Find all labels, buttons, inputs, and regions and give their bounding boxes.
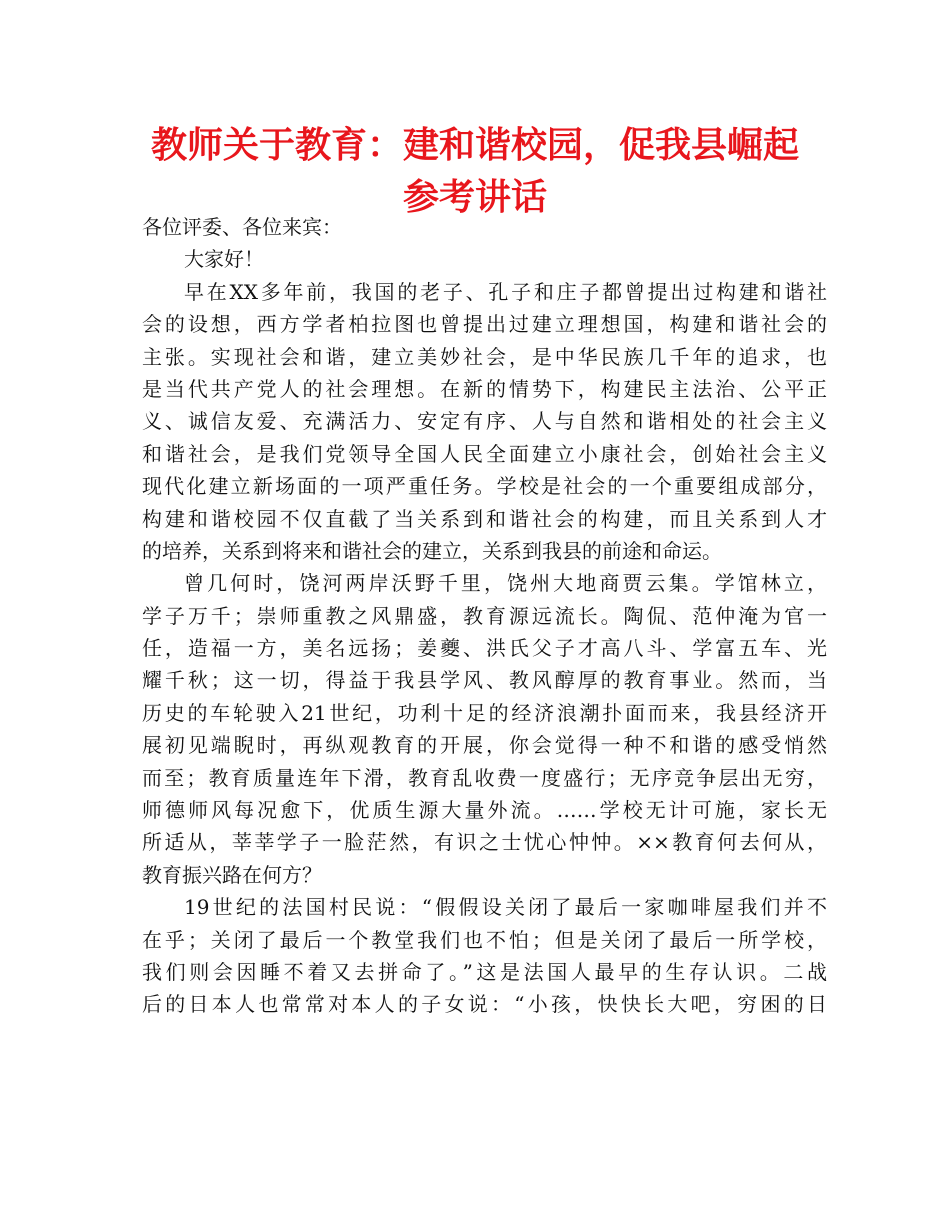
paragraph-line: 学子万千；崇师重教之风鼎盛，教育源远流长。陶侃、范仲淹为官一	[142, 603, 827, 628]
paragraph-2	[142, 567, 827, 891]
salutation: 各位评委、各位来宾：	[142, 215, 342, 239]
paragraph-line: 主张。实现社会和谐，建立美妙社会，是中华民族几千年的追求，也	[142, 344, 827, 369]
paragraph-line: 在乎；关闭了最后一个教堂我们也不怕；但是关闭了最后一所学校，	[142, 927, 827, 952]
paragraph-line: 现代化建立新场面的一项严重任务。学校是社会的一个重要组成部分，	[142, 474, 827, 499]
paragraph-line: 会的设想，西方学者柏拉图也曾提出过建立理想国，构建和谐社会的	[142, 312, 827, 337]
paragraph-line: 师德师风每况愈下，优质生源大量外流。……学校无计可施，家长无	[142, 798, 827, 823]
paragraph-line: 教育振兴路在何方？	[142, 862, 322, 887]
paragraph-line: 和谐社会，是我们党领导全国人民全面建立小康社会，创始社会主义	[142, 441, 827, 466]
paragraph-1	[142, 276, 827, 568]
paragraph-line: 构建和谐校园不仅直截了当关系到和谐社会的构建，而且关系到人才	[142, 506, 827, 531]
paragraph-line: 早在XX多年前，我国的老子、孔子和庄子都曾提出过构建和谐社	[184, 279, 827, 304]
paragraph-line: 任，造福一方，美名远扬；姜夔、洪氏父子才高八斗、学富五车、光	[142, 636, 827, 661]
paragraph-line: 义、诚信友爱、充满活力、安定有序、人与自然和谐相处的社会主义	[142, 409, 827, 434]
paragraph-line: 我们则会因睡不着又去拼命了。”这是法国人最早的生存认识。二战	[142, 959, 827, 984]
title-line-2: 参考讲话	[402, 177, 547, 218]
document-body	[142, 211, 827, 1021]
paragraph-line: 展初见端睨时，再纵观教育的开展，你会觉得一种不和谐的感受悄然	[142, 733, 827, 758]
paragraph-line: 耀千秋；这一切，得益于我县学风、教风醇厚的教育事业。然而，当	[142, 668, 827, 693]
paragraph-line: 19世纪的法国村民说：“假假设关闭了最后一家咖啡屋我们并不	[184, 895, 827, 920]
paragraph-line: 曾几何时，饶河两岸沃野千里，饶州大地商贾云集。学馆林立，	[184, 571, 827, 596]
paragraph-line: 而至；教育质量连年下滑，教育乱收费一度盛行；无序竞争层出无穷，	[142, 765, 827, 790]
paragraph-line: 所适从，莘莘学子一脸茫然，有识之士忧心忡忡。××教育何去何从，	[142, 830, 827, 855]
greeting: 大家好！	[184, 247, 264, 272]
paragraph-3	[142, 891, 827, 1021]
paragraph-line: 后的日本人也常常对本人的子女说：“小孩，快快长大吧，穷困的日	[142, 992, 827, 1017]
paragraph-line: 是当代共产党人的社会理想。在新的情势下，构建民主法治、公平正	[142, 376, 827, 401]
paragraph-line: 历史的车轮驶入21世纪，功利十足的经济浪潮扑面而来，我县经济开	[142, 700, 827, 725]
paragraph-line: 的培养，关系到将来和谐社会的建立，关系到我县的前途和命运。	[142, 538, 722, 563]
title-line-1: 教师关于教育：建和谐校园，促我县崛起	[150, 125, 799, 166]
document-title	[120, 120, 830, 224]
